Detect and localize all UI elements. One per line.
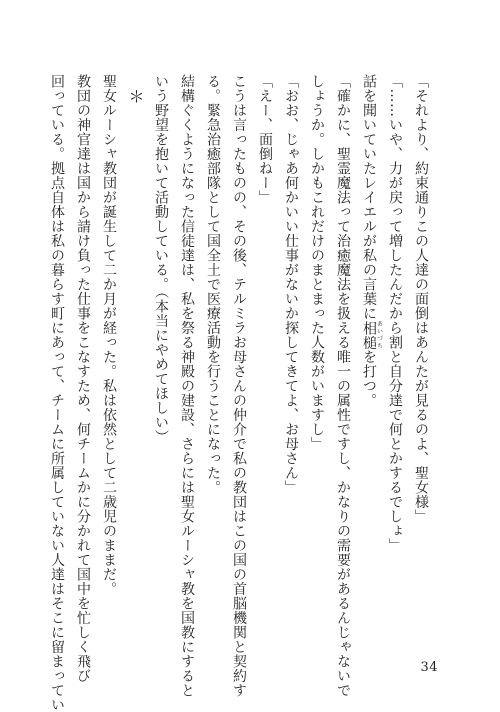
text-line: 「えー、面倒ねー」: [257, 74, 273, 205]
text-line: 結構ぐくようになった信徒達は、私を祭る神殿の建設、さらには聖女ルーシャ教を国教にすると: [179, 74, 195, 698]
text-line: 「それより、約束通りこの人達の面倒はあんたが見るのよ、聖女様」: [413, 74, 429, 524]
text-fragment: を打つ。: [361, 349, 377, 408]
page-number: 34: [420, 660, 438, 675]
text-line-with-ruby: [356, 74, 382, 634]
ruby-word: [361, 320, 383, 350]
section-separator: ＊: [126, 88, 145, 105]
text-line: る。緊急治癒部隊として国全土で医療活動を行うことになった。: [205, 74, 221, 495]
ruby-base: 相槌: [361, 320, 377, 350]
text-line: 「おお、じゃあ何かいい仕事がないか探してきてよ、お母さん」: [283, 74, 299, 495]
text-line: 「確かに、聖霊魔法って治癒魔法を扱える唯一の属性ですし、かなりの需要があるんじゃないで: [335, 74, 351, 698]
text-line: 教団の神官達は国から請け負った仕事をこなすため、何チームかに分かれて国中を忙しく飛び: [75, 74, 91, 683]
text-line: 回っている。拠点自体は私の暮らす町にあって、チームに所属していない人達はそこに留まってい: [49, 74, 65, 712]
text-line: 聖女ルーシャ教団が誕生して二か月が経った。私は依然として二歳児のままだ。: [101, 74, 117, 596]
text-line: 「……いや、力が戻って増したんだから割と自分達で何とかするでしょ」: [387, 74, 403, 553]
text-fragment: 話を聞いていたレイエルが私の言葉に: [361, 74, 377, 321]
ruby-reading: あいづち: [375, 320, 383, 350]
text-line: いう野望を抱いて活動している。（本当にやめてほしい）: [153, 74, 169, 444]
text-line: しょうか。しかもこれだけのまとまった人数がいますし」: [309, 74, 325, 451]
text-line: こうは言ったものの、その後、テルミラお母さんの仲介で私の教団はこの国の首脳機関と契約す: [231, 74, 247, 698]
